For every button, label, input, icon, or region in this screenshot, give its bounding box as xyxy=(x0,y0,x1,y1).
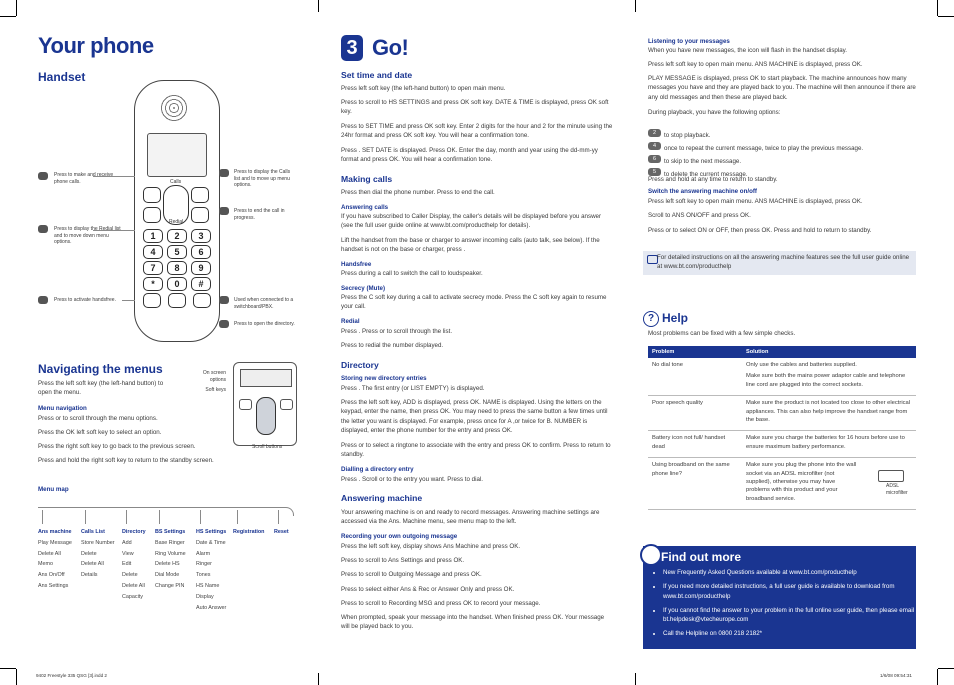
recording-text-4: Press to select either Ans & Rec or Answer Only and press OK. xyxy=(341,586,515,593)
listening-text-3: PLAY MESSAGE is displayed, press OK to start playback. The machine announces how many messages you have and they are played back to you. The machine will then announce if there are any old messages and then these are played back. xyxy=(648,75,916,101)
key-hash[interactable]: # xyxy=(191,277,211,291)
help-heading: Help xyxy=(662,311,689,325)
answering-calls-sub: Answering calls xyxy=(341,204,389,211)
label-scroll: Scroll buttons xyxy=(252,444,283,450)
menu-map-tick xyxy=(126,510,127,524)
redial-text-2: Press to redial the number displayed. xyxy=(341,342,444,349)
menu-map-item: Tones xyxy=(196,572,211,579)
table-row xyxy=(648,358,916,396)
nav-line-2: Press the OK left soft key to select an option. xyxy=(38,429,162,436)
set-time-line-4: Press . SET DATE is displayed. Press OK. Enter the day, month and year using the dd-mm-yy format and press OK. You will hear a confirmation tone. xyxy=(341,147,598,164)
answering-machine-text: Your answering machine is on and ready to record messages. Answering machine settings are accessed via the Ans. Machine menu, see menu map to the left. xyxy=(341,509,600,526)
handsfree-sub: Handsfree xyxy=(341,261,372,268)
menu-map-column xyxy=(233,527,264,538)
handsfree-icon xyxy=(38,296,48,304)
scroll-rocker[interactable] xyxy=(256,397,276,435)
nav-line-3: Press the right soft key to go back to the previous screen. xyxy=(38,443,196,450)
callout-calls-list: Press to display the Calls list and to move up menu options. xyxy=(234,169,291,189)
help-icon: ? xyxy=(643,311,659,327)
key-talk[interactable] xyxy=(143,187,161,203)
screen-illustration xyxy=(233,362,297,446)
menu-map-head: Calls List xyxy=(81,529,105,535)
nav-heading: Navigating the menus xyxy=(38,362,163,376)
menu-map-column xyxy=(196,527,226,613)
table-body xyxy=(648,358,916,510)
menu-map-item: Ring Volume xyxy=(155,550,186,557)
making-calls-text: Press then dial the phone number. Press to end the call. xyxy=(341,189,495,196)
menu-map-column xyxy=(38,527,72,592)
dialling-sub: Dialling a directory entry xyxy=(341,466,414,473)
listening-text-4: During playback, you have the following options: xyxy=(648,109,781,116)
menu-map-item: Base Ringer xyxy=(155,539,185,546)
footer-left: 9402 Freestyle 335 QSG [3].indd 2 xyxy=(36,673,107,678)
answering-machine-heading: Answering machine xyxy=(341,493,423,503)
menu-navigation-sub: Menu navigation xyxy=(38,405,87,412)
secrecy-text: Press the C soft key during a call to activate secrecy mode. Press the C soft key again to resume your call. xyxy=(341,294,607,311)
troubleshooting-table-wrap xyxy=(648,346,916,510)
menu-map-tick xyxy=(237,510,238,524)
menu-map-item: Delete xyxy=(81,550,97,557)
redial-icon xyxy=(38,225,48,233)
recording-text-6: When prompted, speak your message into the handset. When finished press OK. Your message will be played back to you. xyxy=(341,614,605,631)
find-out-more-box xyxy=(643,546,916,649)
menu-map-item: Delete All xyxy=(122,582,145,589)
go-title: Go! xyxy=(372,35,409,60)
menu-map-tick xyxy=(159,510,160,524)
key-4[interactable]: 4 xyxy=(143,245,163,259)
key-1[interactable]: 1 xyxy=(143,229,163,243)
listening-text-2: Press left soft key to open main menu. ANS MACHINE is displayed, press OK. xyxy=(648,61,863,68)
menu-map-item: Add xyxy=(122,539,132,546)
callout-end-call: Press to end the call in progress. xyxy=(234,208,285,221)
menu-map-column xyxy=(274,527,289,538)
key-9[interactable]: 9 xyxy=(191,261,211,275)
menu-map-item: Details xyxy=(81,572,98,579)
solution-cell xyxy=(742,358,916,396)
callout-line xyxy=(93,230,135,231)
key-star[interactable]: * xyxy=(143,277,163,291)
directory-icon xyxy=(219,320,229,328)
key-3[interactable]: 3 xyxy=(191,229,211,243)
solution-cell xyxy=(742,431,916,458)
menu-map-item: Alarm xyxy=(196,550,211,557)
find-out-more-item: • If you cannot find the answer to your problem in the full online user guide, then please email bt.helpdesk@vtecheurope.com xyxy=(663,606,918,625)
directory-heading: Directory xyxy=(341,360,379,370)
set-time-line-2: Press to scroll to HS SETTINGS and press OK soft key. DATE & TIME is displayed, press OK soft key. xyxy=(341,99,609,116)
switch-sub: Switch the answering machine on/off xyxy=(648,188,757,195)
header-solution: Solution xyxy=(742,346,916,358)
solution-cell xyxy=(742,396,916,431)
note-box xyxy=(643,251,916,275)
menu-map-item: Delete All xyxy=(38,550,61,557)
menu-map-head: Registration xyxy=(233,529,265,535)
answering-text-2: Lift the handset from the base or charger to answer incoming calls (auto talk, see below). If the handset is not on the base or charger, press . xyxy=(341,237,600,254)
table-row xyxy=(648,458,916,510)
key-badge: 2 xyxy=(648,129,661,137)
earpiece xyxy=(159,93,189,123)
find-out-more-list xyxy=(653,568,918,644)
key-badge: 5 xyxy=(648,168,661,176)
menu-map-item: Dial Mode xyxy=(155,572,180,579)
key-badge: 4 xyxy=(648,142,661,150)
set-time-heading: Set time and date xyxy=(341,70,413,80)
magnifier-icon xyxy=(640,544,662,566)
option-text: to skip to the next message. xyxy=(664,158,742,165)
soft-key-right[interactable] xyxy=(280,399,293,410)
calls-list-icon xyxy=(219,169,229,177)
listening-text-1: When you have new messages, the icon will flash in the handset display. xyxy=(648,47,848,54)
handsfree-text: Press during a call to switch the call to loudspeaker. xyxy=(341,270,483,277)
troubleshooting-table xyxy=(648,346,916,510)
key-r[interactable] xyxy=(193,293,211,308)
find-out-more-item: • Call the Helpline on 0800 218 2182* xyxy=(663,629,918,638)
menu-map-tick xyxy=(278,510,279,524)
menu-map-item: Store Number xyxy=(81,539,115,546)
switch-text-2: Scroll to ANS ON/OFF and press OK. xyxy=(648,212,751,219)
listening-sub: Listening to your messages xyxy=(648,38,730,45)
end-call-icon xyxy=(219,207,229,215)
menu-map-item: Memo xyxy=(38,561,53,568)
menu-map-item: HS Name xyxy=(196,582,220,589)
label-on-screen: On screen options xyxy=(202,370,226,383)
menu-map-head: Reset xyxy=(274,529,289,535)
menu-map-tick xyxy=(42,510,43,524)
phone-illustration xyxy=(134,80,220,342)
adsl-label: ADSL microfilter xyxy=(886,483,908,496)
handset-heading: Handset xyxy=(38,70,86,84)
key-7[interactable]: 7 xyxy=(143,261,163,275)
help-intro: Most problems can be fixed with a few simple checks. xyxy=(648,330,796,337)
nav-intro: Press the left soft key (the left-hand button) to open the menu. xyxy=(38,380,164,397)
switch-text-1: Press left soft key to open main menu. ANS MACHINE is displayed, press OK. xyxy=(648,198,863,205)
menu-map-item: Delete xyxy=(122,572,138,579)
step-number-badge: 3 xyxy=(341,35,363,61)
option-text: to stop playback. xyxy=(664,132,711,139)
menu-map-head: Ans machine xyxy=(38,529,72,535)
talk-icon xyxy=(38,172,48,180)
set-time-line-3: Press to SET TIME and press OK soft key. Enter 2 digits for the hour and 2 for the minute using the 24hr format and press OK soft key. You will hear a confirmation tone. xyxy=(341,123,613,140)
problem-cell: Poor speech quality xyxy=(648,396,742,431)
find-out-more-heading: Find out more xyxy=(661,550,741,564)
menu-map-title: Menu map xyxy=(38,486,69,493)
set-time-line-1: Press left soft key (the left-hand button) to open main menu. xyxy=(341,85,506,92)
callout-line xyxy=(122,300,135,301)
key-6[interactable]: 6 xyxy=(191,245,211,259)
menu-map-item: Capacity xyxy=(122,593,143,600)
menu-map-head: BS Settings xyxy=(155,529,186,535)
r-icon xyxy=(219,296,229,304)
header-problem: Problem xyxy=(648,346,742,358)
label-soft-keys: Soft keys xyxy=(205,387,226,393)
menu-map-head: Directory xyxy=(122,529,146,535)
menu-map-item: Display xyxy=(196,593,214,600)
key-end[interactable] xyxy=(191,187,209,203)
callout-redial: Press to display the Redial list and to move down menu options. xyxy=(54,226,121,246)
menu-map-arrow xyxy=(38,507,294,516)
problem-cell: Battery icon not full/ handset dead xyxy=(648,431,742,458)
option-text: to delete the current message. xyxy=(664,171,748,178)
menu-map-item: Ringer xyxy=(196,561,212,568)
page-title: Your phone xyxy=(38,33,154,58)
menu-map-item: View xyxy=(122,550,134,557)
solution-line: Make sure both the mains power adaptor cable and telephone line cord are plugged into the correct sockets. xyxy=(746,373,906,388)
adsl-filter-icon xyxy=(878,470,904,482)
key-2[interactable]: 2 xyxy=(167,229,187,243)
menu-map-head: HS Settings xyxy=(196,529,227,535)
menu-map-item: Auto Answer xyxy=(196,604,227,611)
problem-cell: Using broadband on the same phone line? xyxy=(648,458,742,510)
key-5[interactable]: 5 xyxy=(167,245,187,259)
hold-text: Press and hold at any time to return to standby. xyxy=(648,176,778,183)
making-calls-heading: Making calls xyxy=(341,174,393,184)
key-handsfree[interactable] xyxy=(143,293,161,308)
menu-map-item: Edit xyxy=(122,561,132,568)
storing-text-2: Press the left soft key, ADD is displayed, press OK. NAME is displayed. Using the letters on the keypad, enter the name, then press OK. You may need to press the same button a few times until the letter you want is displayed. For example, press once for A ,or twice for B. NUMBER is displayed, enter the phone number for the entry and press OK. xyxy=(341,399,608,434)
menu-map-item: Date & Time xyxy=(196,539,226,546)
storing-text-1: Press . The first entry (or LIST EMPTY) is displayed. xyxy=(341,385,485,392)
menu-map-item: Ans Settings xyxy=(38,582,69,589)
menu-map-item: Ans On/Off xyxy=(38,572,65,579)
key-0[interactable]: 0 xyxy=(167,277,187,291)
redial-sub: Redial xyxy=(341,318,360,325)
menu-map-tick xyxy=(85,510,86,524)
menu-map-item: Change PIN xyxy=(155,582,185,589)
nav-oval xyxy=(163,185,189,225)
menu-map-item: Delete All xyxy=(81,561,104,568)
label-calls: Calls xyxy=(170,179,182,185)
secrecy-sub: Secrecy (Mute) xyxy=(341,285,386,292)
find-out-more-item: • New Frequently Asked Questions available at www.bt.com/producthelp xyxy=(663,568,918,577)
switch-text-3: Press or to select ON or OFF, then press OK. Press and hold to return to standby. xyxy=(648,227,872,234)
menu-map-column xyxy=(122,527,146,603)
callout-handsfree: Press to activate handsfree. xyxy=(54,297,116,303)
label-redial: Redial xyxy=(169,219,184,225)
key-right-soft[interactable] xyxy=(191,207,209,223)
solution-line: Make sure you charge the batteries for 16 hours before use to ensure maximum battery performance. xyxy=(746,435,905,450)
footer-right: 1/6/08 09:54:31 xyxy=(880,673,912,678)
menu-map-tick xyxy=(200,510,201,524)
phone-screen xyxy=(147,133,207,177)
callout-connected: Used when connected to a switchboard/PBX. xyxy=(234,297,294,310)
dialling-text: Press . Scroll or to the entry you want. Press to dial. xyxy=(341,476,484,483)
menu-map-item: Delete HS xyxy=(155,561,180,568)
mini-screen xyxy=(240,369,292,387)
menu-map-column xyxy=(155,527,186,592)
recording-text-2: Press to scroll to Ans Settings and press OK. xyxy=(341,557,465,564)
table-row xyxy=(648,431,916,458)
solution-line: Only use the cables and batteries supplied. xyxy=(746,362,857,368)
menu-map-column xyxy=(81,527,115,581)
answering-text-1: If you have subscribed to Caller Display, the caller's details will be displayed before you answer (see the full user guide online at www.bt.com/producthelp for details). xyxy=(341,213,602,230)
recording-text-3: Press to scroll to Outgoing Message and press OK. xyxy=(341,571,482,578)
find-out-more-item: • If you need more detailed instructions, a full user guide is available to download from www.bt.com/producthelp xyxy=(663,582,918,601)
nav-line-4: Press and hold the right soft key to return to the standby screen. xyxy=(38,457,214,464)
solution-line: Make sure you plug the phone into the wall socket via an ADSL microfilter (not supplied), otherwise you may have problems with this product and your broadband service. xyxy=(746,462,857,502)
key-8[interactable]: 8 xyxy=(167,261,187,275)
option-text: once to repeat the current message, twice to play the previous message. xyxy=(664,145,864,152)
recording-text-5: Press to scroll to Recording MSG and press OK to record your message. xyxy=(341,600,541,607)
table-row xyxy=(648,396,916,431)
menu-map-item: Play Message xyxy=(38,539,72,546)
redial-text-1: Press . Press or to scroll through the list. xyxy=(341,328,453,335)
recording-sub: Recording your own outgoing message xyxy=(341,533,458,540)
key-directory[interactable] xyxy=(168,293,186,308)
callout-directory: Press to open the directory. xyxy=(234,321,295,327)
key-left-soft[interactable] xyxy=(143,207,161,223)
storing-text-3: Press or to select a ringtone to associate with the entry and press OK to confirm. Press to return to standby. xyxy=(341,442,611,459)
key-badge: 6 xyxy=(648,155,661,163)
callout-make-receive: Press to make and receive phone calls. xyxy=(54,172,114,185)
note-text: For detailed instructions on all the answering machine features see the full user guide online at www.bt.com/producthelp xyxy=(657,254,910,271)
recording-text-1: Press the left soft key, display shows Ans Machine and press OK. xyxy=(341,543,521,550)
callout-line xyxy=(93,176,135,177)
storing-sub: Storing new directory entries xyxy=(341,375,427,382)
solution-line: Make sure the product is not located too close to other electrical appliances. This can also help improve the handset range from the base. xyxy=(746,400,911,424)
nav-line-1: Press or to scroll through the menu options. xyxy=(38,415,158,422)
problem-cell: No dial tone xyxy=(648,358,742,396)
soft-key-left[interactable] xyxy=(239,399,252,410)
